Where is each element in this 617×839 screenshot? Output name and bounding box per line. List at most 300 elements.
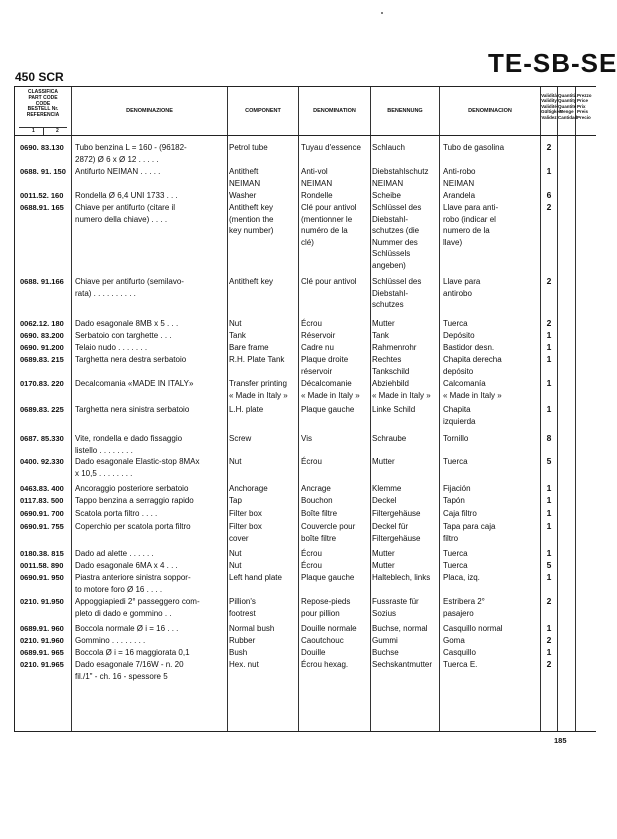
description-es <box>443 433 468 445</box>
description-it <box>75 318 178 330</box>
description-fr-line: Bouchon <box>301 496 333 505</box>
description-de-line: Tank <box>372 331 389 340</box>
part-code: 0688. 91. 150 <box>20 167 66 176</box>
description-en <box>229 142 268 154</box>
description-fr-line: Plaque gauche <box>301 405 355 414</box>
part-code: 0011.58. 890 <box>20 561 64 570</box>
header-benennung: BENENNUNG <box>387 107 423 114</box>
header-validity-line: Validità <box>541 93 557 98</box>
description-es <box>443 166 475 189</box>
description-it <box>75 342 147 354</box>
description-es <box>443 330 475 342</box>
description-it <box>75 330 172 342</box>
quantity: 1 <box>546 342 552 352</box>
description-it <box>75 142 187 165</box>
description-it-line: x 10,5 . . . . . . . . <box>75 468 133 478</box>
part-code: 0463.83. 400 <box>20 484 64 493</box>
description-es-line: Llave para anti- <box>443 203 499 212</box>
description-es-line: numero de la <box>443 226 490 235</box>
header-subdivider <box>43 127 44 135</box>
column-divider <box>575 87 576 731</box>
description-en-line: Hex. nut <box>229 660 259 669</box>
description-es-line: Casquillo normal <box>443 624 503 633</box>
description-es <box>443 342 494 354</box>
description-fr-line: Clé pour antivol <box>301 203 357 212</box>
description-en-line: Antitheft key <box>229 277 274 286</box>
description-es-line: Tuerca <box>443 549 468 558</box>
description-de <box>372 190 401 202</box>
description-es-line: Tapa para caja <box>443 522 496 531</box>
description-fr <box>301 456 322 468</box>
header-classification <box>15 90 71 119</box>
description-de-line: « Made in Italy » <box>372 390 431 400</box>
description-fr-line: Plaque gauche <box>301 573 355 582</box>
description-it-line: Telaio nudo . . . . . . . <box>75 343 148 352</box>
description-fr <box>301 433 312 445</box>
description-it-line: Vite, rondella e dado fissaggio <box>75 434 183 443</box>
column-divider <box>298 87 299 731</box>
description-es <box>443 190 475 202</box>
description-fr-line: Boîte filtre <box>301 509 338 518</box>
description-fr <box>301 521 355 544</box>
quantity: 1 <box>546 330 552 340</box>
description-de-line: angeben) <box>372 260 406 270</box>
description-it-line: to motore foro Ø 16 . . . . <box>75 584 163 594</box>
header-classification-line: CODE <box>35 100 51 107</box>
series-title: TE-SB-SE <box>488 48 617 78</box>
description-fr-line: clé) <box>301 237 314 247</box>
header-denomination: DENOMINATION <box>313 107 356 114</box>
description-it <box>75 456 200 479</box>
part-code: 0688. 91.166 <box>20 277 64 286</box>
quantity: 5 <box>546 560 552 570</box>
description-fr <box>301 572 354 584</box>
description-fr-line: NEIMAN <box>301 178 333 188</box>
description-fr-line: Écrou <box>301 457 322 466</box>
description-en <box>229 483 268 495</box>
description-de <box>372 572 430 584</box>
part-code: 0690.91. 950 <box>20 573 64 582</box>
quantity: 2 <box>546 202 552 212</box>
header-validity-line: Validity <box>541 98 557 104</box>
quantity: 1 <box>546 623 552 633</box>
description-de-line: Mutter <box>372 457 395 466</box>
description-de-line: Schraube <box>372 434 407 443</box>
description-fr <box>301 190 333 202</box>
description-de-line: Nummer des <box>372 237 418 247</box>
description-es-line: Tuerca E. <box>443 660 478 669</box>
description-fr <box>301 508 337 520</box>
description-de-line: Klemme <box>372 484 402 493</box>
part-code: 0210. 91.965 <box>20 660 64 669</box>
quantity: 1 <box>546 647 552 657</box>
part-code: 0062.12. 180 <box>20 319 64 328</box>
description-es-line: Tapón <box>443 496 465 505</box>
column-divider <box>71 87 72 731</box>
description-it-line: Tappo benzina a serraggio rapido <box>75 496 194 505</box>
description-es <box>443 483 471 495</box>
description-it-line: Boccola Ø i = 16 maggiorata 0,1 <box>75 648 190 657</box>
description-it-line: Dado esagonale 7/16W - n. 20 <box>75 660 184 669</box>
header-divider <box>15 135 596 136</box>
header-classification-line: REFERENCIA <box>26 112 60 118</box>
part-code: 0689.91. 965 <box>20 648 64 657</box>
description-de-line: Schlüssel des <box>372 277 422 286</box>
quantity: 1 <box>546 508 552 518</box>
description-de-line: schutzes (die <box>372 226 420 235</box>
description-es-line: Anti-robo <box>443 167 476 176</box>
description-fr <box>301 318 322 330</box>
description-fr-line: Ancrage <box>301 484 331 493</box>
description-de <box>372 342 416 354</box>
description-en-line: Transfer printing <box>229 379 287 388</box>
description-it <box>75 635 145 647</box>
description-es-line: antirobo <box>443 288 472 298</box>
description-en <box>229 548 241 560</box>
description-en-line: Washer <box>229 191 257 200</box>
header-price-line: Preis <box>577 109 589 115</box>
description-it <box>75 596 200 619</box>
description-de-line: Fussraste für <box>372 597 419 606</box>
description-de-line: Linke Schild <box>372 405 416 414</box>
description-en-line: Normal bush <box>229 624 275 633</box>
description-it <box>75 378 193 390</box>
description-es <box>443 456 468 468</box>
description-es <box>443 495 465 507</box>
header-classification-line: BESTELL Nr. <box>27 106 59 113</box>
description-fr <box>301 647 325 659</box>
description-es-line: Calcomanía <box>443 379 486 388</box>
description-it-line: Piastra anteriore sinistra soppor- <box>75 573 191 582</box>
description-fr-line: Tuyau d'essence <box>301 143 361 152</box>
description-de <box>372 596 419 619</box>
description-en <box>229 521 262 544</box>
description-fr <box>301 166 332 189</box>
quantity: 1 <box>546 572 552 582</box>
description-en-line: Antitheft <box>229 167 259 176</box>
description-it <box>75 483 188 495</box>
description-de-line: schutzes <box>372 300 404 309</box>
description-it <box>75 623 178 635</box>
part-code: 0690.91. 700 <box>20 509 64 518</box>
description-de <box>372 483 401 495</box>
description-de-line: Sechskantmutter <box>372 660 433 669</box>
description-en-line: Tap <box>229 496 242 505</box>
description-es <box>443 378 502 401</box>
part-code: 0180.38. 815 <box>20 549 64 558</box>
description-fr <box>301 378 360 401</box>
description-fr-line: « Made in Italy » <box>301 390 360 400</box>
description-de-line: Filtergehäuse <box>372 533 421 543</box>
column-divider <box>370 87 371 731</box>
quantity: 1 <box>546 404 552 414</box>
description-es-line: Goma <box>443 636 465 645</box>
description-fr-line: pour pillion <box>301 608 340 618</box>
description-en-line: Rubber <box>229 636 256 645</box>
description-en <box>229 659 259 671</box>
description-en-line: (mention the <box>229 214 274 224</box>
description-es <box>443 354 502 377</box>
part-code: 0170.83. 220 <box>20 379 64 388</box>
description-en <box>229 330 246 342</box>
description-de-line: Mutter <box>372 561 395 570</box>
description-es <box>443 623 503 635</box>
description-es-line: Chapita <box>443 405 471 414</box>
description-de-line: Sozius <box>372 608 397 618</box>
description-fr <box>301 483 331 495</box>
description-it-line: Boccola normale Ø i = 16 . . . <box>75 624 179 633</box>
description-fr <box>301 404 354 416</box>
description-fr <box>301 276 357 288</box>
description-en-line: key number) <box>229 226 274 235</box>
header-quantity-line: Quantity <box>558 98 577 104</box>
header-validity <box>541 93 562 120</box>
column-divider <box>227 87 228 731</box>
description-it <box>75 166 160 178</box>
description-fr-line: Repose-pieds <box>301 597 351 606</box>
column-divider <box>557 87 558 731</box>
description-fr-line: Plaque droite <box>301 355 349 364</box>
description-en <box>229 508 262 520</box>
description-fr <box>301 142 361 154</box>
description-it <box>75 572 191 595</box>
description-es <box>443 659 477 671</box>
description-de <box>372 378 431 401</box>
header-quantity <box>558 93 578 120</box>
description-de-line: Tankschild <box>372 366 410 376</box>
description-en <box>229 623 274 635</box>
part-code: 0689.83. 225 <box>20 405 64 414</box>
description-de <box>372 202 421 271</box>
description-it <box>75 659 184 682</box>
description-de <box>372 404 415 416</box>
description-en-line: NEIMAN <box>229 178 261 188</box>
header-price-line: Prix <box>577 103 586 109</box>
part-code: 0210. 91.960 <box>20 636 64 645</box>
description-de <box>372 318 395 330</box>
description-es-line: Tuerca <box>443 561 468 570</box>
quantity: 1 <box>546 378 552 388</box>
description-de <box>372 433 406 445</box>
description-fr-line: Décalcomanie <box>301 379 352 388</box>
description-es-line: Placa, izq. <box>443 573 480 582</box>
description-it-line: Chiave per antifurto (citare il <box>75 203 176 212</box>
description-fr <box>301 548 322 560</box>
header-sub-1: 1 <box>32 128 35 134</box>
header-validity-line: Validité <box>541 103 557 109</box>
description-es-line: Fijación <box>443 484 471 493</box>
description-it <box>75 433 182 456</box>
description-en <box>229 635 255 647</box>
description-it <box>75 647 190 659</box>
description-de-line: Diebstahlschutz <box>372 167 429 176</box>
description-fr <box>301 342 334 354</box>
description-en <box>229 572 282 584</box>
description-es-line: Chapita derecha <box>443 355 502 364</box>
part-code: 0690. 83.200 <box>20 331 64 340</box>
description-fr <box>301 330 335 342</box>
description-en-line: Anchorage <box>229 484 268 493</box>
description-es <box>443 521 495 544</box>
header-denominacion: DENOMINACION <box>468 107 512 114</box>
header-quantity-line: Menge <box>559 109 574 115</box>
description-de <box>372 548 395 560</box>
description-en <box>229 318 241 330</box>
description-fr <box>301 659 348 671</box>
description-es-line: llave) <box>443 237 463 247</box>
description-de <box>372 276 421 311</box>
description-de-line: Gummi <box>372 636 398 645</box>
description-de-line: Scheibe <box>372 191 401 200</box>
description-es-line: robo (indicar el <box>443 214 496 224</box>
description-it-line: Targhetta nera sinistra serbatoio <box>75 405 190 414</box>
description-es-line: depósito <box>443 366 474 376</box>
description-it <box>75 202 175 225</box>
description-de <box>372 330 389 342</box>
description-it-line: numero della chiave) . . . . <box>75 214 168 224</box>
description-it-line: listello . . . . . . . . <box>75 445 133 455</box>
description-de <box>372 166 428 189</box>
quantity: 1 <box>546 548 552 558</box>
description-es-line: Tuerca <box>443 457 468 466</box>
description-en-line: Petrol tube <box>229 143 268 152</box>
description-en <box>229 354 284 366</box>
description-fr-line: Caoutchouc <box>301 636 344 645</box>
description-es <box>443 276 480 299</box>
description-it-line: Gommino . . . . . . . . <box>75 636 146 645</box>
description-it <box>75 548 154 560</box>
quantity: 1 <box>546 354 552 364</box>
header-validity-line: Validez <box>541 114 557 120</box>
description-it <box>75 276 184 299</box>
description-it-line: Rondella Ø 6,4 UNI 1733 . . . <box>75 191 178 200</box>
description-de-line: Deckel für <box>372 522 409 531</box>
description-de-line: Buchse <box>372 648 399 657</box>
description-it-line: Decalcomania «MADE IN ITALY» <box>75 379 194 388</box>
description-en-line: Nut <box>229 549 242 558</box>
description-en <box>229 456 241 468</box>
quantity: 2 <box>546 276 552 286</box>
description-en-line: Screw <box>229 434 252 443</box>
description-en-line: footrest <box>229 608 256 618</box>
description-es-line: Bastidor desn. <box>443 343 495 352</box>
description-de <box>372 142 405 154</box>
description-fr-line: Couvercle pour <box>301 522 356 531</box>
description-fr <box>301 560 322 572</box>
description-es-line: Tuerca <box>443 319 468 328</box>
description-de-line: Rechtes <box>372 355 402 364</box>
description-it-line: rata) . . . . . . . . . . <box>75 288 136 298</box>
description-es <box>443 596 485 619</box>
description-es-line: pasajero <box>443 608 474 618</box>
description-en-line: Nut <box>229 457 242 466</box>
description-en-line: Left hand plate <box>229 573 282 582</box>
description-fr-line: numéro de la <box>301 226 348 235</box>
quantity: 1 <box>546 483 552 493</box>
header-quantity-line: Cantidad <box>558 114 578 120</box>
description-fr-line: Douille normale <box>301 624 357 633</box>
description-fr <box>301 635 344 647</box>
description-fr-line: réservoir <box>301 366 333 376</box>
description-es-line: Estribera 2° <box>443 597 485 606</box>
description-de-line: Halteblech, links <box>372 573 431 582</box>
description-it-line: Ancoraggio posteriore serbatoio <box>75 484 189 493</box>
quantity: 2 <box>546 142 552 152</box>
header-price <box>577 93 596 120</box>
description-fr-line: Douille <box>301 648 326 657</box>
quantity: 6 <box>546 190 552 200</box>
description-fr <box>301 596 350 619</box>
description-de-line: Schlauch <box>372 143 405 152</box>
header-quantity-line: Quantità <box>558 93 577 98</box>
description-es <box>443 548 468 560</box>
description-es-line: izquierda <box>443 416 476 426</box>
header-price-line: Price <box>577 98 589 104</box>
header-component: COMPONENT <box>245 107 281 114</box>
description-de-line: Mutter <box>372 319 395 328</box>
description-de <box>372 659 432 671</box>
description-en <box>229 647 247 659</box>
description-es <box>443 508 477 520</box>
part-code: 0687. 85.330 <box>20 434 64 443</box>
description-de-line: Diebstahl- <box>372 214 409 224</box>
description-fr <box>301 495 333 507</box>
description-en-line: Nut <box>229 561 242 570</box>
description-it <box>75 354 186 366</box>
part-code: 0117.83. 500 <box>20 496 64 505</box>
description-de <box>372 647 399 659</box>
description-en <box>229 276 273 288</box>
parts-table <box>14 86 596 732</box>
description-fr <box>301 354 348 377</box>
description-es <box>443 635 465 647</box>
description-de-line: Mutter <box>372 549 395 558</box>
description-es <box>443 202 498 248</box>
description-fr-line: Vis <box>301 434 312 443</box>
description-it <box>75 521 191 533</box>
description-en <box>229 433 251 445</box>
description-it-line: Coperchio per scatola porta filtro <box>75 522 191 531</box>
description-it-line: Appoggiapiedi 2° passeggero com- <box>75 597 200 606</box>
quantity: 8 <box>546 433 552 443</box>
description-it-line: Scatola porta filtro . . . . <box>75 509 158 518</box>
description-es-line: filtro <box>443 533 459 543</box>
description-it-line: Serbatoio con targhette . . . <box>75 331 172 340</box>
quantity: 1 <box>546 495 552 505</box>
description-en <box>229 342 269 354</box>
quantity: 2 <box>546 318 552 328</box>
description-en-line: Filter box <box>229 522 262 531</box>
part-code: 0011.52. 160 <box>20 191 64 200</box>
description-fr-line: (mentionner le <box>301 214 353 224</box>
description-es-line: « Made in Italy » <box>443 390 502 400</box>
description-de-line: Deckel <box>372 496 397 505</box>
description-de <box>372 495 396 507</box>
description-de-line: NEIMAN <box>372 178 404 188</box>
description-en <box>229 166 260 189</box>
header-price-line: Prezzo <box>577 93 592 98</box>
description-it-line: Tubo benzina L = 160 - (96182- <box>75 143 187 152</box>
description-es-line: Casquillo <box>443 648 476 657</box>
header-validity-line: Gültigkeit <box>541 109 562 115</box>
quantity: 2 <box>546 596 552 606</box>
description-de-line: Rahmenrohr <box>372 343 417 352</box>
header-classification-line: CLASSIFICA <box>28 89 58 95</box>
description-fr-line: Réservoir <box>301 331 336 340</box>
description-it-line: Dado esagonale Elastic-stop 8MAx <box>75 457 200 466</box>
description-en <box>229 495 242 507</box>
quantity: 2 <box>546 635 552 645</box>
